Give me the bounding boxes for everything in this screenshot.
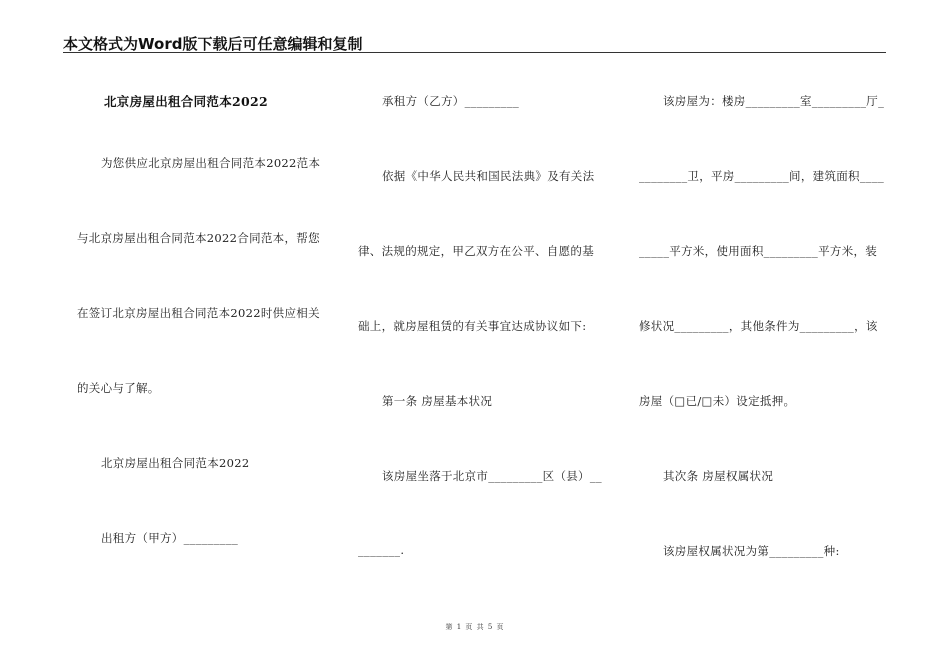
col2-line-7: _______. <box>358 543 405 557</box>
col2-line-6: 该房屋坐落于北京市_________区（县）__ <box>382 469 602 483</box>
col2-line-3: 律、法规的规定，甲乙双方在公平、自愿的基 <box>358 244 594 258</box>
header-divider <box>63 52 886 53</box>
col2-line-5: 第一条 房屋基本状况 <box>382 394 493 408</box>
col1-line-3: 与北京房屋出租合同范本2022合同范本，帮您 <box>77 231 320 245</box>
page-number: 第 1 页 共 5 页 <box>445 623 505 631</box>
col2-line-2: 依据《中华人民共和国民法典》及有关法 <box>382 169 595 183</box>
col1-line-2: 为您供应北京房屋出租合同范本2022范本 <box>101 156 321 170</box>
col3-line-6: 其次条 房屋权属状况 <box>663 469 774 483</box>
col2-line-1: 承租方（乙方）_________ <box>382 94 520 108</box>
col3-line-5: 房屋（□已/□未）设定抵押。 <box>639 394 796 408</box>
col1-line-7: 出租方（甲方）_________ <box>101 531 239 545</box>
col1-line-5: 的关心与了解。 <box>77 381 160 395</box>
col1-line-6: 北京房屋出租合同范本2022 <box>101 456 250 470</box>
document-header: 本文格式为Word版下载后可任意编辑和复制 <box>63 35 363 53</box>
col3-line-1: 该房屋为：楼房_________室_________厅_ <box>663 94 885 108</box>
col3-line-3: _____平方米，使用面积_________平方米，装 <box>639 244 878 258</box>
document-title: 北京房屋出租合同范本2022 <box>104 94 268 109</box>
col2-line-4: 础上，就房屋租赁的有关事宜达成协议如下: <box>358 319 587 333</box>
col3-line-2: ________卫，平房_________间，建筑面积____ <box>639 169 885 183</box>
col3-line-7: 该房屋权属状况为第_________种: <box>663 544 840 558</box>
col1-line-4: 在签订北京房屋出租合同范本2022时供应相关 <box>77 306 320 320</box>
col3-line-4: 修状况_________，其他条件为_________，该 <box>639 319 878 333</box>
